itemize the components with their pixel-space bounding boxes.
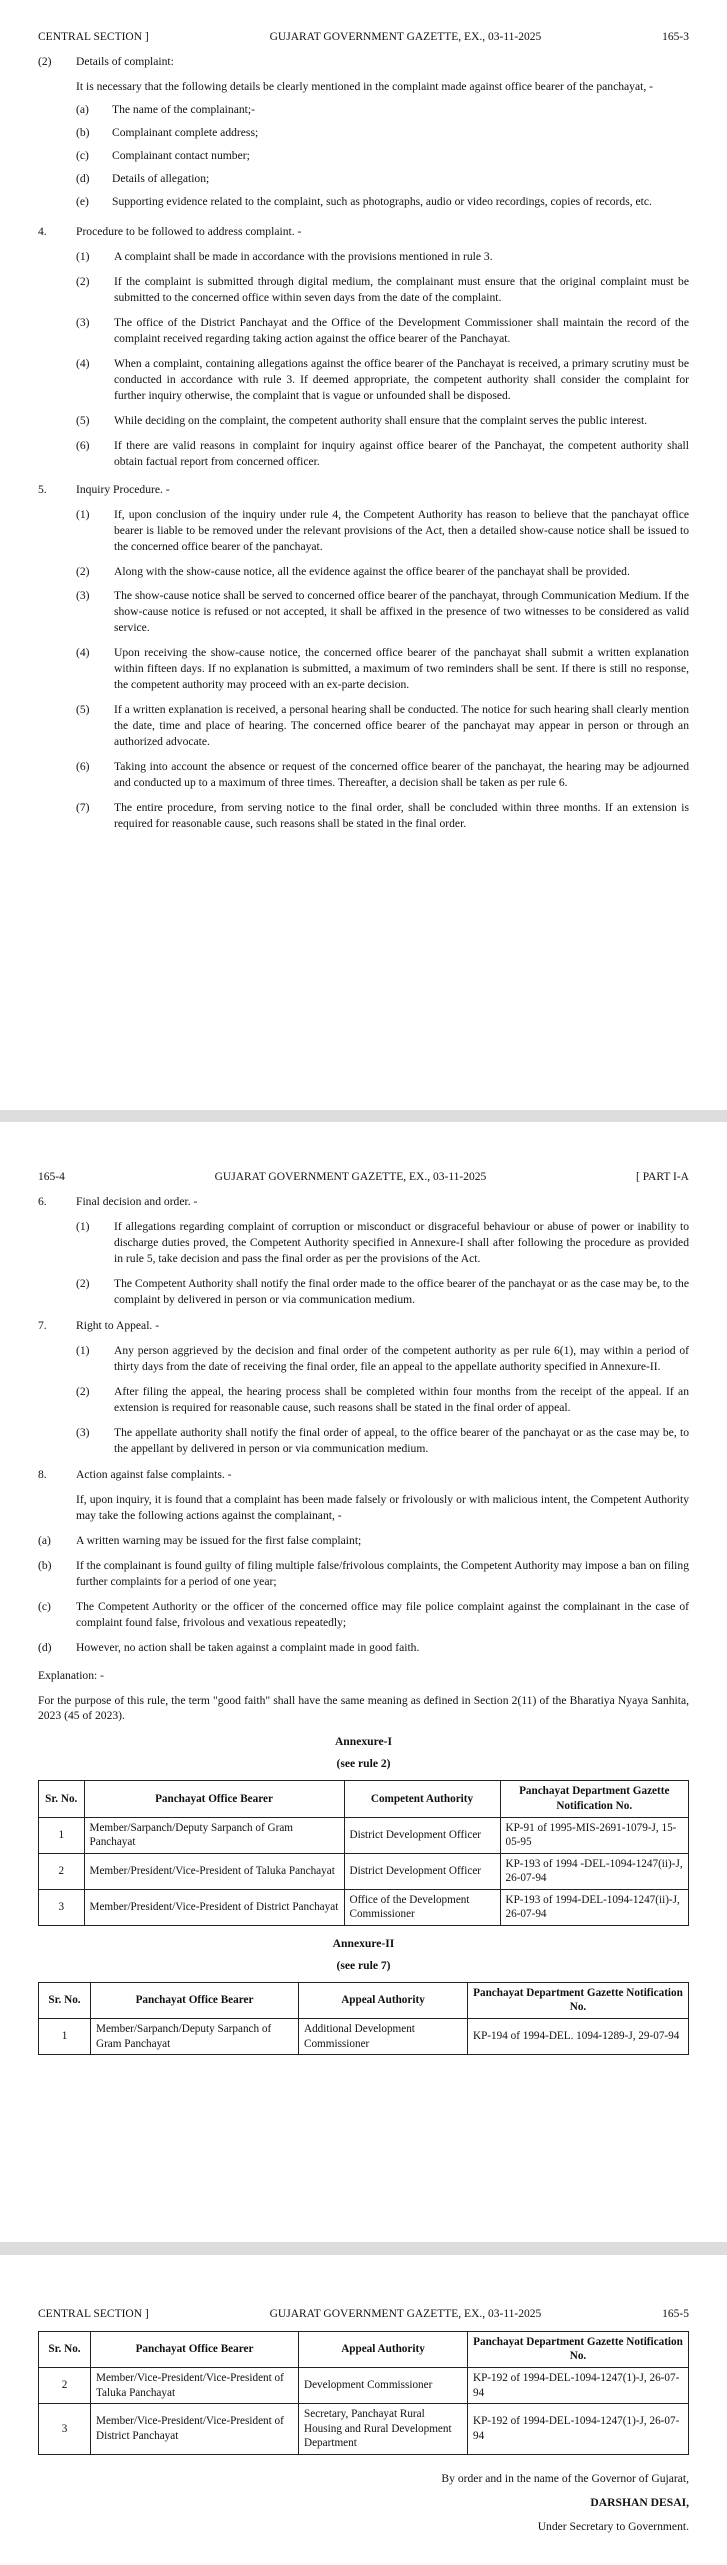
list-item: (c) Complainant contact number;: [76, 148, 250, 162]
table-header-row: [39, 2331, 689, 2367]
rule-paragraph: If, upon inquiry, it is found that a complaint has been made falsely or frivolously or with malicious intent, the Competent Authority may take the following actions against the complainant, -: [76, 1492, 689, 1522]
annexure-2-table: [38, 1982, 689, 2055]
annexure-2-subtitle: (see rule 7): [336, 1958, 391, 1972]
rule-title: Right to Appeal. -: [76, 1318, 160, 1332]
rule-number: 4.: [38, 224, 47, 238]
rule-number: 5.: [38, 482, 47, 496]
subrule: (2) If the complaint is submitted through digital medium, the complainant must ensure that the original complaint must be submitted to the concerned office within seven days from the date of the complaint.: [76, 274, 689, 304]
list-item: (d) Details of allegation;: [76, 171, 210, 185]
signature-line: By order and in the name of the Governor of Gujarat,: [441, 2471, 689, 2485]
rule-title: Final decision and order. -: [76, 1194, 198, 1208]
rule-7: [38, 1318, 689, 1334]
page-header: [38, 2307, 689, 2323]
rule-number: 6.: [38, 1194, 47, 1208]
subrule: (1) A complaint shall be made in accordance with the provisions mentioned in rule 3.: [76, 249, 493, 263]
page-header: [38, 30, 689, 46]
rule-title: Action against false complaints. -: [76, 1467, 232, 1481]
list-item: (a) A written warning may be issued for the first false complaint;: [38, 1533, 362, 1547]
header-right: 165-5: [662, 2308, 689, 2320]
table-row: 2 Member/Vice-President/Vice-President of Taluka Panchayat Development Commissioner KP-192 of 1994-DEL-1094-1247(1)-J, 26-07-94: [39, 2367, 689, 2403]
rule-5: [38, 482, 689, 498]
column-header: Panchayat Office Bearer: [84, 1781, 344, 1817]
rule-number: 7.: [38, 1318, 47, 1332]
column-header: Sr. No.: [39, 2331, 91, 2367]
table-row: 3 Member/President/Vice-President of District Panchayat Office of the Development Commissioner KP-193 of 1994-DEL-1094-1247(ii)-J, 26-07-94: [39, 1889, 689, 1925]
table-header-row: [39, 1781, 689, 1817]
list-item: (b) Complainant complete address;: [76, 125, 259, 139]
column-header: Panchayat Department Gazette Notification No.: [468, 2331, 689, 2367]
column-header: Appeal Authority: [299, 2331, 468, 2367]
subrule: (4) When a complaint, containing allegations against the office bearer of the Panchayat is received, a primary scrutiny must be conducted in accordance with rule 3. If deemed appropriate, the competent authority shall consider the complaint for further inquiry otherwise, the complaint that is vague or unfounded shall be disposed.: [76, 356, 689, 402]
header-center: GUJARAT GOVERNMENT GAZETTE, EX., 03-11-2025: [269, 31, 542, 43]
subrule: (3) The office of the District Panchayat and the Office of the Development Commissioner shall maintain the record of the complaint received regarding taking action against the office bearer of the Panchayat.: [76, 315, 689, 345]
header-center: GUJARAT GOVERNMENT GAZETTE, EX., 03-11-2025: [214, 1171, 487, 1183]
rule-title: Inquiry Procedure. -: [76, 482, 170, 496]
subrule-paragraph: It is necessary that the following details be clearly mentioned in the complaint made against office bearer of the panchayat, -: [76, 79, 654, 93]
annexure-1-table: [38, 1780, 689, 1926]
explanation-label: Explanation: -: [38, 1668, 105, 1682]
header-right: [ PART I-A: [636, 1171, 689, 1183]
subrule: (1) If allegations regarding complaint of corruption or misconduct or disgraceful behaviour or abuse of power or inability to discharge duties proved, the Competent Authority specified in Annexure-I shall after following the procedure as provided in rule 5, take decision and pass the final order as per the provisions of the Act.: [76, 1219, 689, 1265]
subrule: (7) The entire procedure, from serving notice to the final order, shall be concluded within three months. If an extension is required for reasonable cause, such reasons shall be stated in the final order.: [76, 801, 689, 831]
list-item: (e) Supporting evidence related to the complaint, such as photographs, audio or video recordings, copies of records, etc.: [76, 194, 652, 208]
column-header: Appeal Authority: [299, 1982, 468, 2018]
list-item: (a) The name of the complainant;-: [76, 102, 255, 116]
subrule: (2) After filing the appeal, the hearing process shall be completed within four months from the receipt of the appeal. If an extension is required for reasonable cause, such reasons shall be stated in the final order of appeal.: [76, 1384, 689, 1414]
column-header: Panchayat Office Bearer: [91, 1982, 299, 2018]
list-item: (c) The Competent Authority or the officer of the concerned office may file police complaint against the complainant in the case of complaint found false, frivolous and vexatious repeatedly;: [38, 1599, 689, 1629]
subrule: (5) While deciding on the complaint, the competent authority shall ensure that the complaint serves the public interest.: [76, 413, 648, 427]
annexure-2-table-continued: [38, 2331, 689, 2455]
page-header: [38, 1170, 689, 1186]
subrule-title: Details of complaint:: [76, 54, 174, 68]
gazette-page-165-5: [0, 2255, 727, 2565]
subrule: (3) The appellate authority shall notify the final order of appeal, to the office bearer of the panchayat or as the case may be, to the appellant by delivered in person or via communication medium.: [76, 1425, 689, 1455]
table-header-row: [39, 1982, 689, 2018]
subrule: (1) If, upon conclusion of the inquiry under rule 4, the Competent Authority has reason to believe that the panchayat office bearer is liable to be removed under the relevant provisions of the Act, then a detailed show-cause notice shall be issued to the concerned office bearer of the panchayat.: [76, 507, 689, 553]
rule-number: 8.: [38, 1467, 47, 1481]
gazette-page-165-4: [0, 1122, 727, 2242]
header-center: GUJARAT GOVERNMENT GAZETTE, EX., 03-11-2025: [269, 2308, 542, 2320]
table-row: 1 Member/Sarpanch/Deputy Sarpanch of Gram Panchayat District Development Officer KP-91 of 1995-MIS-2691-1079-J, 15-05-95: [39, 1817, 689, 1853]
annexure-1-title: Annexure-I: [334, 1735, 393, 1749]
subrule: (1) Any person aggrieved by the decision and final order of the competent authority as per rule 6(1), may within a period of thirty days from the date of receiving the final order, file an appeal to the appellate authority specified in Annexure-II.: [76, 1343, 689, 1373]
column-header: Sr. No.: [39, 1982, 91, 2018]
subrule-3-2: [38, 54, 689, 210]
rule-4: [38, 224, 689, 240]
column-header: Panchayat Office Bearer: [91, 2331, 299, 2367]
table-row: 3 Member/Vice-President/Vice-President of District Panchayat Secretary, Panchayat Rural Housing and Rural Development Department KP-192 of 1994-DEL-1094-1247(1)-J, 26-07-94: [39, 2404, 689, 2455]
subrule: (4) Upon receiving the show-cause notice, the concerned office bearer of the panchayat shall submit a written explanation within fifteen days. If no explanation is submitted, a maximum of two reminders shall be sent. If there is still no response, the competent authority may proceed with an ex-parte decision.: [76, 646, 689, 692]
rule-6: [38, 1194, 689, 1210]
table-row: 2 Member/President/Vice-President of Taluka Panchayat District Development Officer KP-193 of 1994 -DEL-1094-1247(ii)-J, 26-07-94: [39, 1853, 689, 1889]
signatory-designation: Under Secretary to Government.: [537, 2519, 689, 2533]
header-right: 165-3: [662, 31, 689, 43]
subrule: (6) If there are valid reasons in complaint for inquiry against office bearer of the Panchayat, the competent authority shall obtain factual report from concerned officer.: [76, 438, 689, 468]
column-header: Panchayat Department Gazette Notification No.: [468, 1982, 689, 2018]
list-item: (b) If the complainant is found guilty of filing multiple false/frivolous complaints, the Competent Authority may impose a ban on filing further complaints for a period of one year;: [38, 1558, 689, 1588]
subrule: (2) The Competent Authority shall notify the final order made to the office bearer of the panchayat or as the case may be, to the complaint by delivered in person or via communication medium.: [76, 1276, 689, 1306]
subrule: (5) If a written explanation is received, a personal hearing shall be conducted. The notice for such hearing shall clearly mention the date, time and place of hearing. The concerned office bearer of the panchayat may appear in person or through an authorized advocate.: [76, 703, 689, 749]
subrule: (3) The show-cause notice shall be served to concerned office bearer of the panchayat, through Communication Medium. If the show-cause notice is refused or not accepted, it shall be affixed in the presence of two witnesses to be considered as valid service.: [76, 589, 689, 635]
column-header: Panchayat Department Gazette Notification No.: [500, 1781, 689, 1817]
subrule: (2) Along with the show-cause notice, all the evidence against the office bearer of the panchayat shall be provided.: [76, 564, 630, 578]
column-header: Sr. No.: [39, 1781, 85, 1817]
annexure-1-subtitle: (see rule 2): [336, 1757, 391, 1771]
list-item: (d) However, no action shall be taken against a complaint made in good faith.: [38, 1640, 420, 1654]
header-left: CENTRAL SECTION ]: [38, 31, 149, 43]
table-row: 1 Member/Sarpanch/Deputy Sarpanch of Gram Panchayat Additional Development Commissioner KP-194 of 1994-DEL. 1094-1289-J, 29-07-94: [39, 2019, 689, 2055]
signature-block: [38, 2471, 689, 2535]
rule-8: [38, 1467, 689, 1483]
subrule-number: (2): [38, 54, 52, 68]
rule-title: Procedure to be followed to address complaint. -: [76, 224, 302, 238]
signatory-name: DARSHAN DESAI,: [590, 2495, 689, 2509]
subrule: (6) Taking into account the absence or request of the concerned office bearer of the panchayat, the hearing may be adjourned and conducted up to a maximum of three times. Thereafter, a decision shall be taken as per rule 6.: [76, 760, 689, 790]
column-header: Competent Authority: [344, 1781, 500, 1817]
explanation-text: For the purpose of this rule, the term "good faith" shall have the same meaning as defined in Section 2(11) of the Bharatiya Nyaya Sanhita, 2023 (45 of 2023).: [38, 1693, 689, 1723]
annexure-2-title: Annexure-II: [332, 1936, 395, 1950]
gazette-page-165-3: [0, 0, 727, 1110]
header-left: 165-4: [38, 1171, 65, 1183]
header-left: CENTRAL SECTION ]: [38, 2308, 149, 2320]
